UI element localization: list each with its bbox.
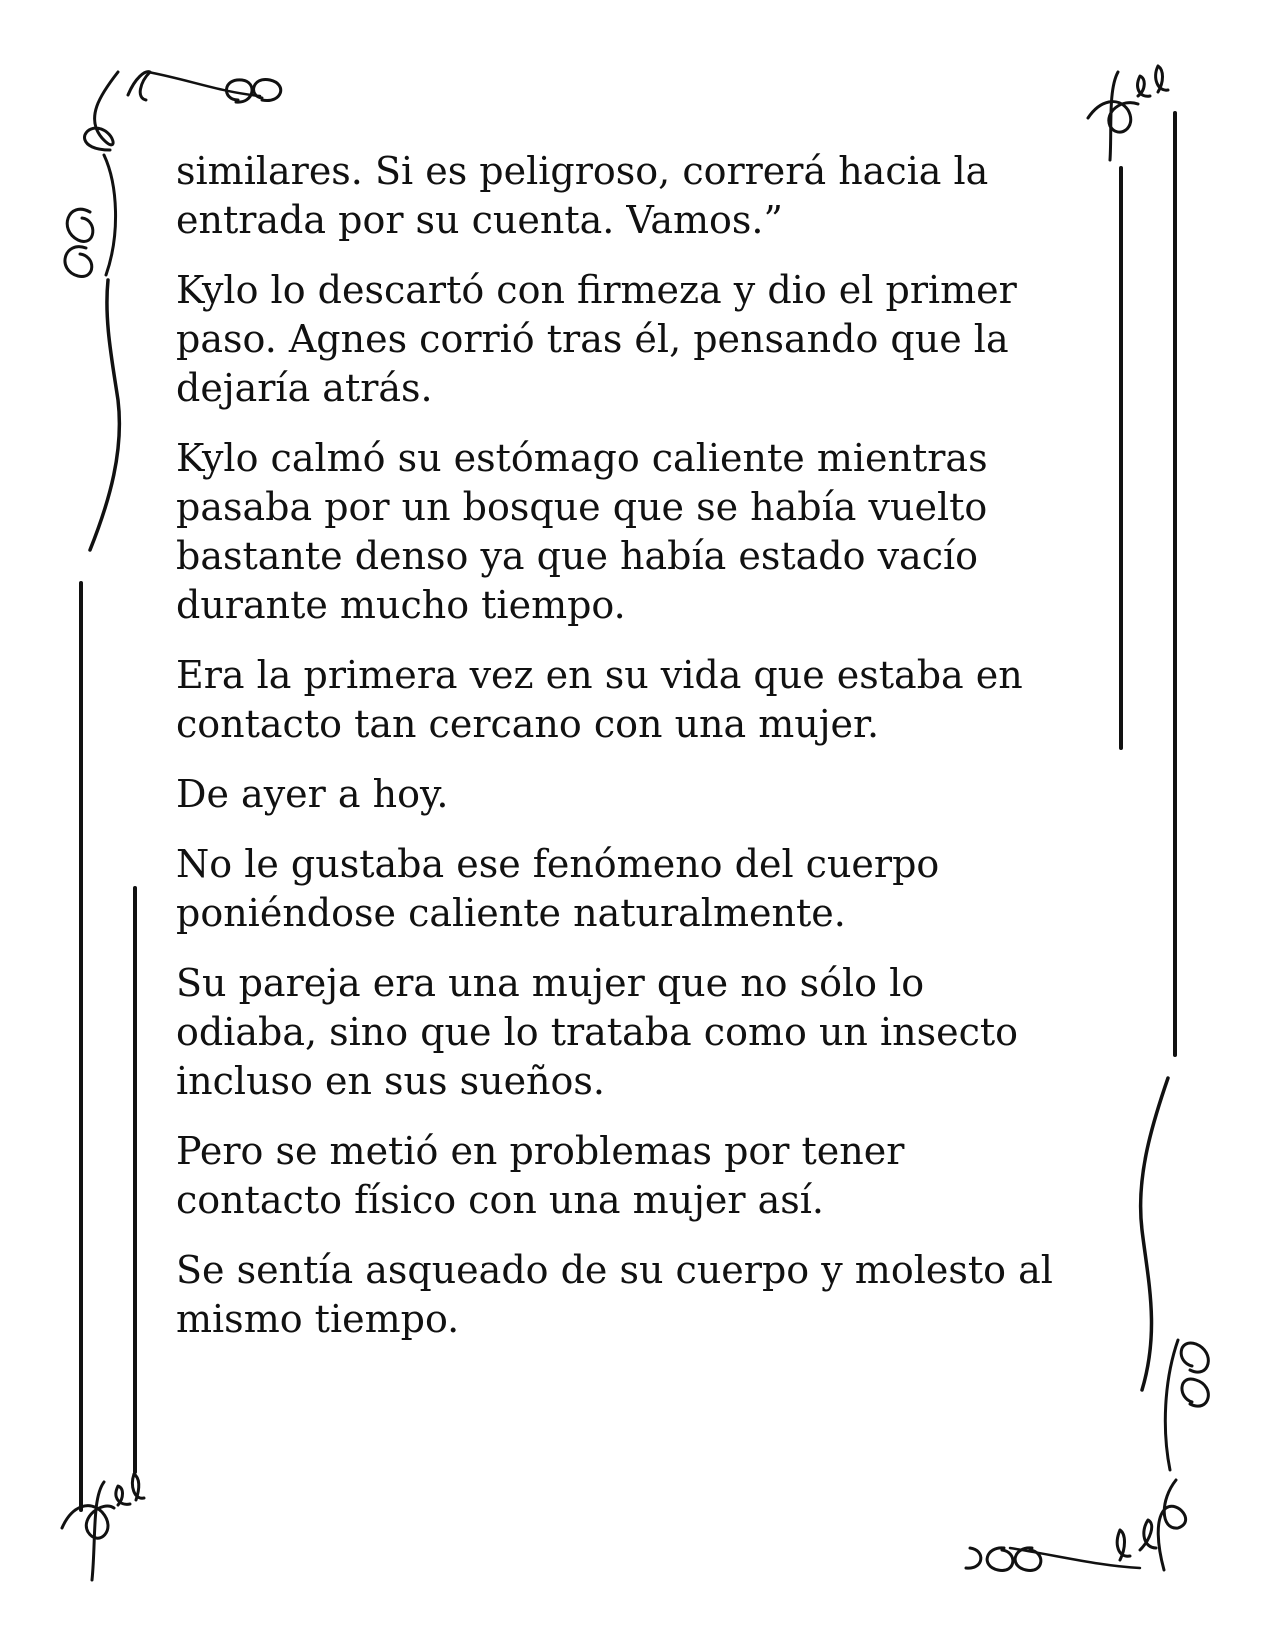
top-right-flourish [1088,66,1168,160]
paragraph: Kylo lo descartó con firmeza y dio el primer paso. Agnes corrió tras él, pensando que la dejaría atrás. [176,268,1017,410]
paragraph: Su pareja era una mujer que no sólo lo odiaba, sino que lo trataba como un insecto incluso en sus sueños. [176,961,1019,1103]
bottom-left-flourish [62,1474,144,1580]
paragraph: Era la primera vez en su vida que estaba en contacto tan cercano con una mujer. [176,653,1023,746]
text-body [176,147,1076,1365]
paragraph: De ayer a hoy. [176,772,449,816]
paragraph: Pero se metió en problemas por tener contacto físico con una mujer así. [176,1129,905,1222]
paragraph: Se sentía asqueado de su cuerpo y molesto al mismo tiempo. [176,1248,1053,1341]
paragraph: Kylo calmó su estómago caliente mientras pasaba por un bosque que se había vuelto bastante denso ya que había estado vacío durante mucho tiempo. [176,436,988,627]
paragraph: No le gustaba ese fenómeno del cuerpo poniéndose caliente naturalmente. [176,842,940,935]
paragraph: similares. Si es peligroso, correrá hacia la entrada por su cuenta. Vamos.” [176,149,989,242]
